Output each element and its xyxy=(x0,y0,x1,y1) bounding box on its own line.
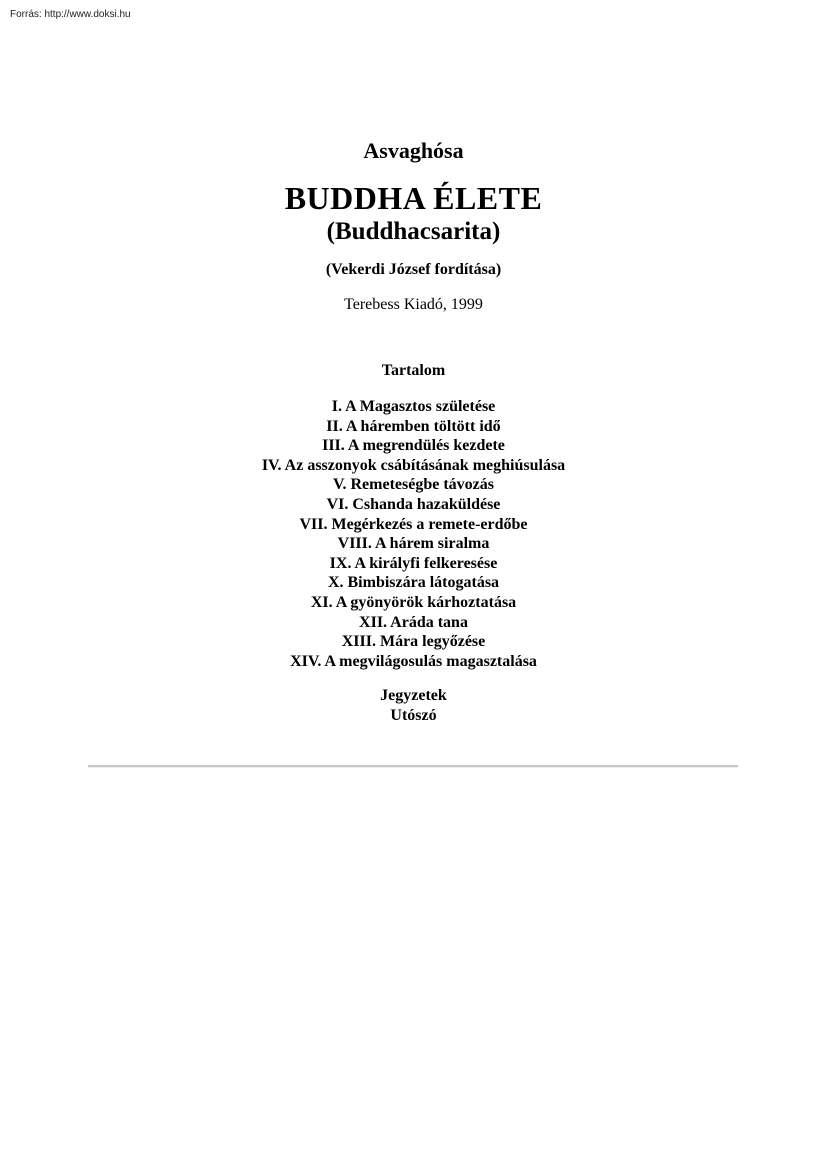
toc-chapter-14[interactable]: XIV. A megvilágosulás magasztalása xyxy=(290,652,537,670)
book-subtitle: (Buddhacsarita) xyxy=(326,218,501,245)
toc-chapter-5[interactable]: V. Remeteségbe távozás xyxy=(333,476,494,494)
source-url: Forrás: http://www.doksi.hu xyxy=(10,9,131,20)
toc-afterword[interactable]: Utószó xyxy=(390,706,437,724)
toc-chapter-8[interactable]: VIII. A hárem siralma xyxy=(337,535,490,553)
toc-chapter-12[interactable]: XII. Aráda tana xyxy=(359,613,468,631)
toc-extras xyxy=(0,686,827,725)
toc-chapter-11[interactable]: XI. A gyönyörök kárhoztatása xyxy=(310,593,517,611)
toc-heading: Tartalom xyxy=(381,362,446,379)
toc-chapter-13[interactable]: XIII. Mára legyőzése xyxy=(341,633,486,651)
toc-chapter-2[interactable]: II. A háremben töltött idő xyxy=(326,417,501,435)
book-translator: (Vekerdi József fordítása) xyxy=(325,261,502,278)
book-author: Asvaghósa xyxy=(363,138,464,163)
toc-chapter-10[interactable]: X. Bimbiszára látogatása xyxy=(327,574,500,592)
toc-chapter-7[interactable]: VII. Megérkezés a remete-erdőbe xyxy=(299,515,528,533)
toc-chapter-1[interactable]: I. A Magasztos születése xyxy=(331,398,496,415)
toc-chapter-9[interactable]: IX. A királyfi felkeresése xyxy=(329,554,498,572)
toc-chapter-3[interactable]: III. A megrendülés kezdete xyxy=(322,437,505,455)
toc-notes[interactable]: Jegyzetek xyxy=(380,687,447,704)
toc-chapter-6[interactable]: VI. Cshanda hazaküldése xyxy=(326,495,501,513)
book-title: BUDDHA ÉLETE xyxy=(284,180,543,216)
table-of-contents xyxy=(0,397,827,671)
toc-chapter-4[interactable]: IV. Az asszonyok csábításának meghiúsulása xyxy=(261,456,566,474)
book-publisher: Terebess Kiadó, 1999 xyxy=(344,296,483,313)
horizontal-divider xyxy=(88,765,738,768)
